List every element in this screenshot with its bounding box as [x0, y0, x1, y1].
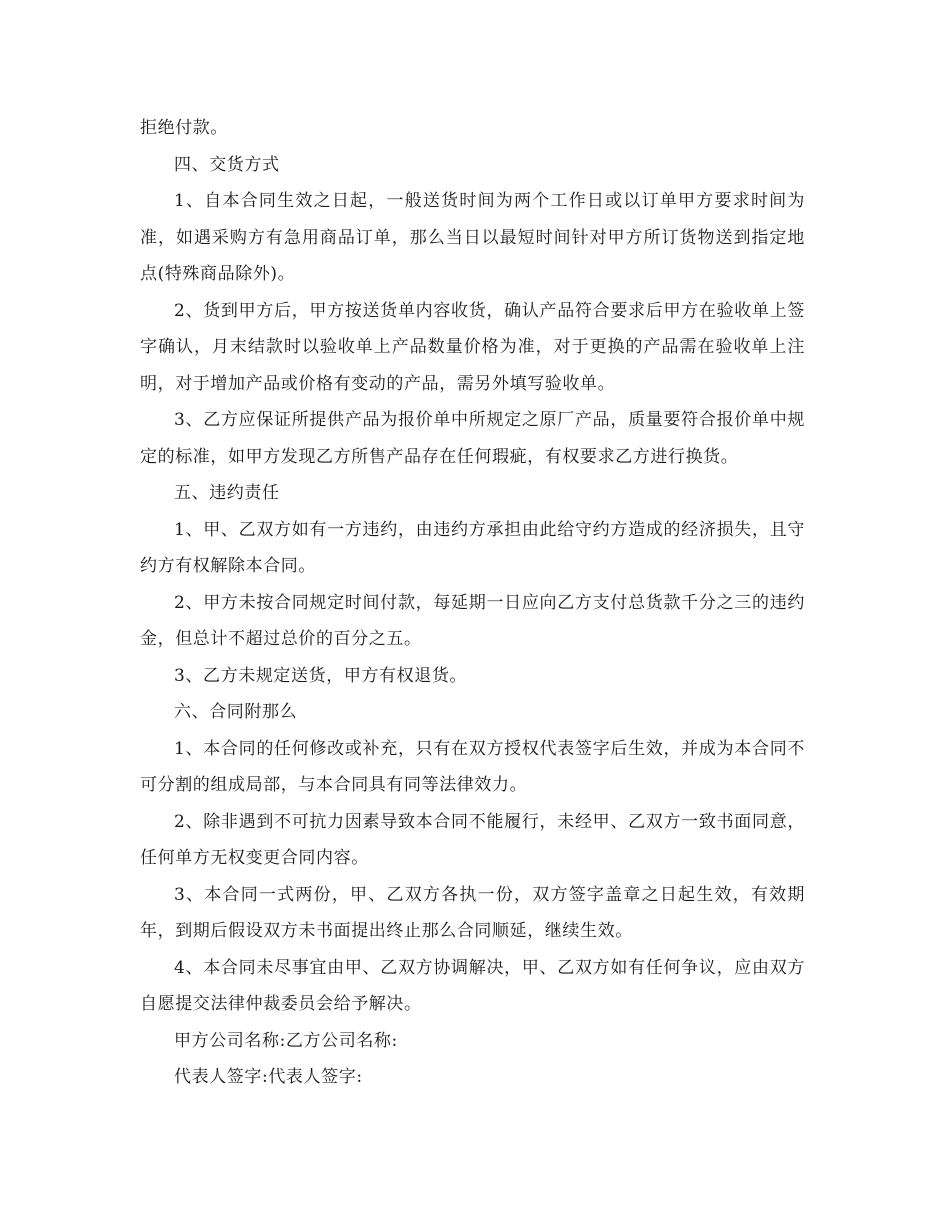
- paragraph-liability-1: 1、甲、乙双方如有一方违约，由违约方承担由此给守约方造成的经济损失，且守约方有权解除本合同。: [140, 519, 805, 576]
- paragraph-delivery-1: 1、自本合同生效之日起，一般送货时间为两个工作日或以订单甲方要求时间为准，如遇采购方有急用商品订单，那么当日以最短时间针对甲方所订货物送到指定地点(特殊商品除外)。: [140, 191, 805, 284]
- paragraph-supplementary-2: 2、除非遇到不可抗力因素导致本合同不能履行，未经甲、乙双方一致书面同意，任何单方无权变更合同内容。: [140, 811, 805, 868]
- paragraph-payment-refusal: 拒绝付款。: [140, 118, 228, 138]
- signature-company-names: 甲方公司名称:乙方公司名称:: [174, 1030, 398, 1051]
- paragraph-supplementary-3: 3、本合同一式两份，甲、乙双方各执一份，双方签字盖章之日起生效，有效期年，到期后假设双方未书面提出终止那么合同顺延，继续生效。: [140, 884, 805, 941]
- document-body: [140, 110, 805, 1096]
- paragraph-liability-3: 3、乙方未规定送货，甲方有权退货。: [174, 665, 468, 686]
- section-heading-delivery: 四、交货方式: [174, 154, 280, 175]
- signature-representatives: 代表人签字:代表人签字:: [174, 1067, 363, 1087]
- section-heading-supplementary: 六、合同附那么: [174, 702, 298, 722]
- section-heading-liability: 五、违约责任: [174, 483, 280, 503]
- paragraph-supplementary-1: 1、本合同的任何修改或补充，只有在双方授权代表签字后生效，并成为本合同不可分割的组成局部，与本合同具有同等法律效力。: [140, 738, 805, 795]
- paragraph-delivery-2: 2、货到甲方后，甲方按送货单内容收货，确认产品符合要求后甲方在验收单上签字确认，月末结款时以验收单上产品数量价格为准，对于更换的产品需在验收单上注明，对于增加产品或价格有变动的产品，需另外填写验收单。: [140, 300, 805, 394]
- paragraph-supplementary-4: 4、本合同未尽事宜由甲、乙双方协调解决，甲、乙双方如有任何争议，应由双方自愿提交法律仲裁委员会给予解决。: [140, 957, 805, 1014]
- paragraph-delivery-3: 3、乙方应保证所提供产品为报价单中所规定之原厂产品，质量要符合报价单中规定的标准，如甲方发现乙方所售产品存在任何瑕疵，有权要求乙方进行换货。: [140, 410, 805, 467]
- paragraph-liability-2: 2、甲方未按合同规定时间付款，每延期一日应向乙方支付总货款千分之三的违约金，但总计不超过总价的百分之五。: [140, 592, 805, 649]
